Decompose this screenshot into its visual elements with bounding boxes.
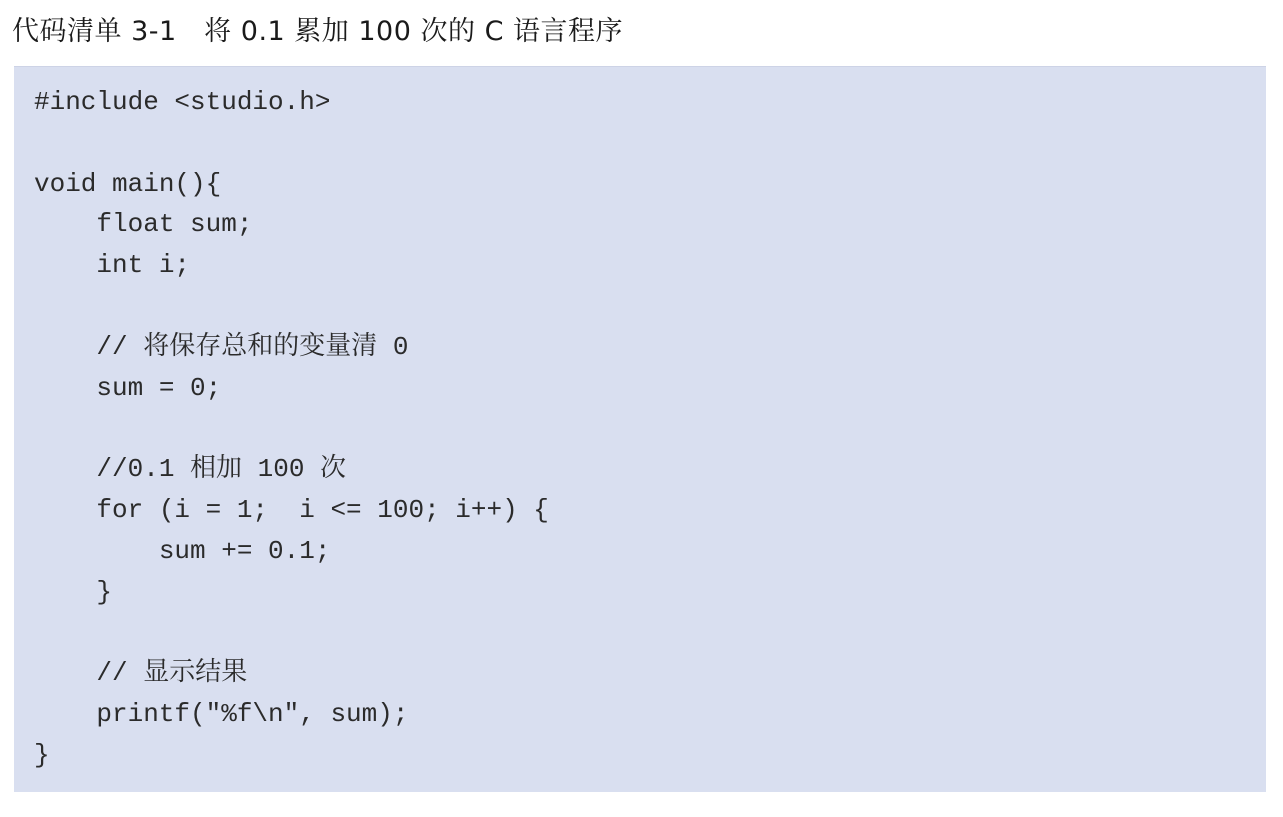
code-line: // 显示结果	[34, 658, 248, 689]
code-line: printf("%f\n", sum);	[34, 698, 409, 729]
code-line: //0.1 相加 100 次	[34, 454, 347, 485]
code-line: // 将保存总和的变量清 0	[34, 331, 409, 362]
code-lines	[34, 82, 549, 776]
code-line: for (i = 1; i <= 100; i++) {	[34, 494, 549, 525]
code-line: sum = 0;	[34, 372, 222, 403]
code-line	[34, 612, 549, 653]
code-line: int i;	[34, 250, 191, 281]
listing-caption: 代码清单 3-1 将 0.1 累加 100 次的 C 语言程序	[12, 16, 624, 47]
code-line: }	[34, 739, 50, 770]
code-line: #include <studio.h>	[34, 87, 331, 117]
code-line: float sum;	[34, 209, 253, 240]
code-line: }	[34, 576, 113, 607]
code-line	[34, 408, 549, 449]
code-line	[34, 123, 549, 164]
code-line: sum += 0.1;	[34, 535, 331, 566]
code-line	[34, 286, 549, 327]
code-block	[14, 66, 1266, 792]
code-line: void main(){	[34, 168, 222, 199]
